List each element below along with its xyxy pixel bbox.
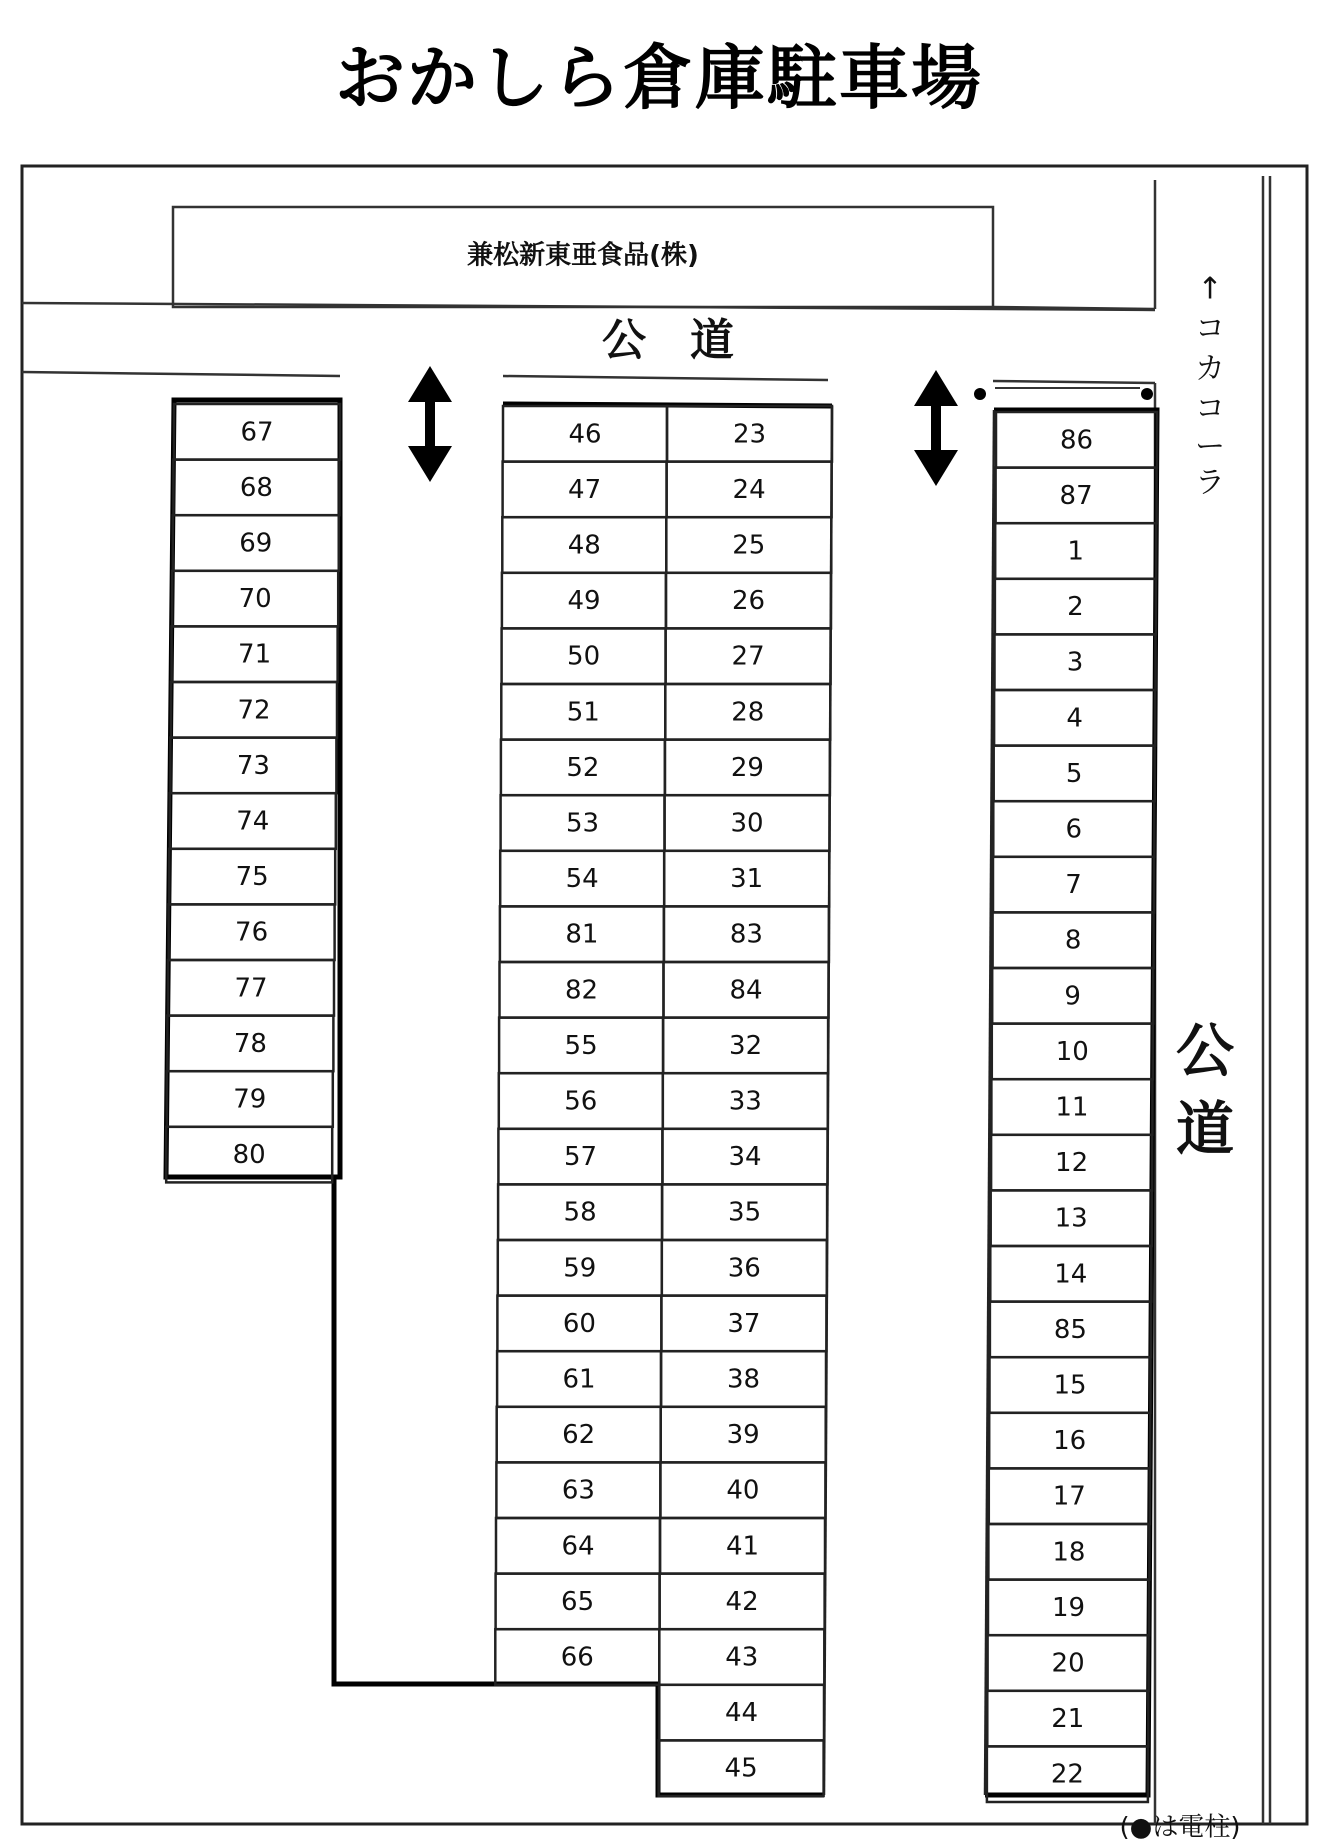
road-top-lower-edge-mid: [503, 376, 828, 380]
stall-number: 44: [724, 1698, 759, 1729]
stall-number: 6: [1065, 814, 1083, 845]
stall-number: 29: [730, 752, 764, 783]
stall-number: 43: [725, 1642, 759, 1673]
legend-note: (●は電柱): [1119, 1812, 1241, 1843]
stall-number: 5: [1065, 758, 1083, 789]
stall-number: 41: [725, 1531, 760, 1562]
stall-number: 59: [563, 1253, 597, 1284]
stall-number: 70: [238, 584, 272, 615]
stall-number: 66: [560, 1642, 594, 1673]
stall-number: 31: [730, 864, 764, 895]
stall-number: 24: [732, 474, 766, 505]
stall-number: 7: [1065, 870, 1082, 901]
stall-number: 61: [562, 1364, 596, 1395]
stall-number: 8: [1064, 925, 1082, 956]
stall-number: 67: [240, 417, 274, 448]
stall-number: 79: [233, 1084, 267, 1115]
stall-number: 68: [239, 472, 273, 503]
entrance-arrow-left: [408, 366, 452, 482]
neighbor-label-char: ー: [1195, 429, 1225, 465]
neighbor-label-char: ラ: [1195, 465, 1225, 501]
stall-number: 21: [1051, 1704, 1085, 1735]
road-right-label-2: 道: [1175, 1095, 1235, 1164]
stall-number: 81: [565, 919, 599, 950]
stall-number: 33: [728, 1086, 762, 1117]
stall-number: 75: [235, 862, 269, 893]
stall-number: 2: [1067, 592, 1084, 623]
stall-number: 25: [732, 530, 766, 561]
stall-number: 39: [726, 1420, 760, 1451]
stall-number: 4: [1066, 703, 1083, 734]
stall-number: 60: [562, 1308, 596, 1339]
building-label: 兼松新東亜食品(株): [467, 240, 699, 271]
stall-number: 22: [1050, 1759, 1084, 1790]
stall-number: 16: [1053, 1426, 1087, 1457]
stall-number: 74: [236, 806, 270, 837]
stall-number: 57: [563, 1142, 598, 1173]
stall-number: 76: [235, 917, 269, 948]
stall-number: 84: [729, 975, 763, 1006]
stall-number: 82: [564, 975, 599, 1006]
stall-number: 53: [565, 808, 600, 839]
stall-number: 49: [567, 586, 601, 617]
stall-number: 32: [729, 1030, 763, 1061]
stall-number: 86: [1059, 425, 1094, 456]
stall-number: 40: [726, 1475, 760, 1506]
stall-number: 62: [562, 1420, 596, 1451]
stall-number: 63: [561, 1475, 595, 1506]
utility-pole-icon: [974, 388, 986, 400]
stall-number: 37: [727, 1308, 761, 1339]
stall-number: 47: [568, 474, 602, 505]
stall-number: 52: [566, 752, 600, 783]
stall-number: 11: [1055, 1092, 1089, 1123]
stall-number: 1: [1067, 536, 1084, 567]
stall-number: 78: [233, 1028, 267, 1059]
stall-number: 42: [725, 1586, 759, 1617]
neighbor-label-char: カ: [1195, 351, 1225, 387]
neighbor-label-arrow: ↑: [1197, 271, 1223, 307]
parking-stalls: [166, 404, 1157, 1802]
stall-number: 15: [1053, 1370, 1087, 1401]
stall-number: 19: [1051, 1592, 1086, 1623]
lot-perimeter-left-top: [166, 400, 340, 1177]
stall-number: 83: [729, 919, 763, 950]
road-top-label: 公 道: [602, 315, 734, 366]
stall-number: 30: [730, 808, 764, 839]
stall-number: 10: [1055, 1036, 1089, 1067]
stall-number: 9: [1064, 981, 1081, 1012]
stall-number: 72: [237, 695, 271, 726]
stall-number: 13: [1054, 1203, 1088, 1234]
stall-number: 87: [1059, 480, 1093, 511]
stall-number: 77: [234, 973, 268, 1004]
neighbor-label-char: コ: [1195, 311, 1225, 347]
stall-number: 17: [1052, 1481, 1086, 1512]
stall-number: 58: [563, 1197, 597, 1228]
road-top-lower-edge-left: [22, 372, 340, 376]
stall-number: 38: [726, 1364, 761, 1395]
stall-number: 56: [564, 1086, 598, 1117]
stall-number: 50: [567, 641, 601, 672]
road-top-lower-edge-right: [993, 381, 1155, 383]
stall-number: 27: [731, 641, 765, 672]
stall-number: 23: [732, 419, 767, 450]
stall-number: 14: [1054, 1259, 1088, 1290]
stall-number: 48: [567, 530, 601, 561]
stall-number: 34: [728, 1142, 762, 1173]
road-right-label-1: 公: [1175, 1017, 1235, 1086]
stall-number: 65: [561, 1586, 595, 1617]
stall-number: 64: [561, 1531, 595, 1562]
stall-number: 54: [565, 864, 599, 895]
stall-number: 51: [566, 697, 600, 728]
stall-number: 73: [236, 750, 270, 781]
stall-number: 12: [1055, 1148, 1089, 1179]
entrance-arrow-right: [914, 370, 958, 486]
stall-number: 35: [728, 1197, 762, 1228]
page-title: おかしら倉庫駐車場: [335, 37, 983, 119]
stall-number: 28: [731, 697, 765, 728]
stall-number: 69: [239, 528, 273, 559]
utility-pole-icon: [1141, 388, 1153, 400]
stall-number: 26: [731, 586, 766, 617]
stall-number: 71: [238, 639, 272, 670]
stall-number: 18: [1052, 1537, 1086, 1568]
neighbor-label-char: コ: [1195, 391, 1225, 427]
stall-number: 3: [1066, 647, 1084, 678]
stall-number: 36: [727, 1253, 761, 1284]
stall-number: 20: [1051, 1648, 1085, 1679]
stall-number: 45: [724, 1753, 758, 1784]
stall-number: 46: [568, 419, 602, 450]
stall-number: 85: [1053, 1314, 1087, 1345]
stall-number: 80: [232, 1140, 266, 1171]
stall-number: 55: [564, 1030, 598, 1061]
